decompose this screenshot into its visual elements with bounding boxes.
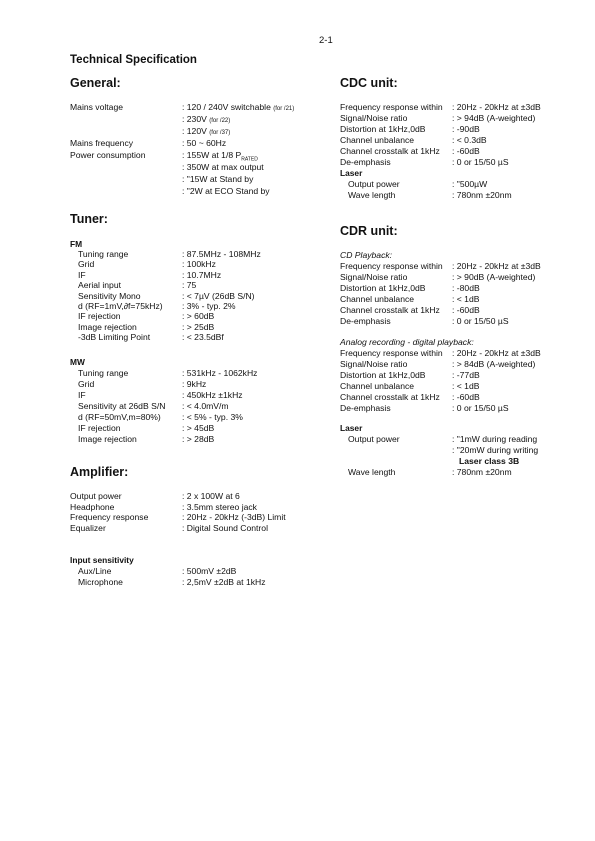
cdr-label-cell: De-emphasis — [340, 316, 391, 326]
cdc-label-cell: De-emphasis — [340, 157, 391, 167]
fm-value-cell: : > 25dB — [182, 321, 215, 332]
cdr-label-cell: Distortion at 1kHz,0dB — [340, 283, 426, 293]
fm-value-cell: : 10.7MHz — [182, 269, 222, 280]
cdc-laser-label-cell: Wave length — [348, 190, 396, 200]
mw-label-cell: Grid — [78, 379, 95, 389]
cdr-laser-value-cell: : 780nm ±20nm — [452, 467, 512, 477]
cdr-laser-label: Laser — [340, 423, 363, 433]
cdr-label-cell: Channel crosstalk at 1kHz — [340, 305, 440, 315]
general-value: : "15W at Stand by — [182, 174, 254, 184]
general-label: Mains voltage — [70, 102, 124, 112]
fm-value-cell: : 100kHz — [182, 259, 216, 270]
amp-value-cell: : 3.5mm stereo jack — [182, 501, 257, 512]
general-value: : 50 ~ 60Hz — [182, 138, 227, 148]
mw-label-cell: IF rejection — [78, 423, 121, 433]
document-title: Technical Specification — [70, 54, 197, 66]
input-sensitivity-label: Input sensitivity — [70, 555, 134, 565]
mw-label: MW — [70, 357, 85, 367]
cdc-label-cell: Frequency response within — [340, 102, 443, 112]
cdc-laser-label-cell: Output power — [348, 179, 400, 189]
cdc-value-cell: : 0 or 15/50 µS — [452, 157, 509, 167]
mw-value-cell: : 531kHz - 1062kHz — [182, 368, 258, 378]
mw-label-cell: IF — [78, 390, 86, 400]
cdc-value-cell: : 20Hz - 20kHz at ±3dB — [452, 102, 541, 112]
rec-label-cell: Signal/Noise ratio — [340, 359, 408, 369]
fm-label-cell: d (RF=1mV,∂f=75kHz) — [78, 301, 163, 311]
general-value: : 230V — [182, 114, 207, 124]
general-label: Power consumption — [70, 150, 146, 160]
analog-recording-label: Analog recording - digital playback: — [340, 337, 474, 347]
input-value-cell: : 500mV ±2dB — [182, 566, 237, 576]
fm-label-cell: IF rejection — [78, 311, 121, 322]
input-label-cell: Microphone — [78, 577, 123, 587]
general-value: : 120V — [182, 126, 207, 136]
cdc-value-cell: : -60dB — [452, 146, 480, 156]
cdc-laser-value-cell: : "500µW — [452, 179, 488, 189]
general-note: (for /37) — [209, 130, 231, 136]
cdr-value-cell: : 20Hz - 20kHz at ±3dB — [452, 261, 541, 271]
cdc-label-cell: Channel unbalance — [340, 135, 415, 145]
cdr-value-cell: : -60dB — [452, 305, 480, 315]
mw-value-cell: : 450kHz ±1kHz — [182, 390, 243, 400]
input-value-cell: : 2,5mV ±2dB at 1kHz — [182, 577, 266, 587]
cdr-value-cell: : -80dB — [452, 283, 480, 293]
amp-label-cell: Output power — [70, 491, 122, 501]
cdr-laser-value-cell: : "20mW during writing — [452, 445, 539, 455]
rec-label-cell: De-emphasis — [340, 403, 391, 413]
cdr-label-cell: Channel unbalance — [340, 294, 415, 304]
fm-value-cell: : < 7µV (26dB S/N) — [182, 290, 255, 301]
input-label-cell: Aux/Line — [78, 566, 112, 576]
cdc-value-cell: : > 94dB (A-weighted) — [452, 113, 536, 123]
amplifier-heading: Amplifier: — [70, 465, 129, 479]
cdr-laser-label-cell: Wave length — [348, 467, 396, 477]
rec-label-cell: Channel unbalance — [340, 381, 415, 391]
cdr-value-cell: : < 1dB — [452, 294, 480, 304]
rec-value-cell: : -60dB — [452, 392, 480, 402]
amp-value-cell: : Digital Sound Control — [182, 522, 268, 533]
amp-label-cell: Headphone — [70, 501, 115, 512]
amp-label-cell: Equalizer — [70, 522, 106, 533]
rec-value-cell: : < 1dB — [452, 381, 480, 391]
cdc-label-cell: Channel crosstalk at 1kHz — [340, 146, 440, 156]
mw-value-cell: : < 4.0mV/m — [182, 401, 229, 411]
fm-label-cell: -3dB Limiting Point — [78, 332, 151, 343]
rec-label-cell: Frequency response within — [340, 348, 443, 358]
amp-value-cell: : 20Hz - 20kHz (-3dB) Limit — [182, 512, 286, 522]
fm-label-cell: Sensitivity Mono — [78, 290, 141, 301]
cdc-value-cell: : < 0.3dB — [452, 135, 487, 145]
rec-value-cell: : 0 or 15/50 µS — [452, 403, 509, 413]
general-label: Mains frequency — [70, 138, 134, 148]
page-number: 2-1 — [319, 35, 333, 46]
amp-value-cell: : 2 x 100W at 6 — [182, 491, 240, 501]
cdr-laser-value-cell: : "1mW during reading — [452, 434, 538, 444]
fm-value-cell: : 87.5MHz - 108MHz — [182, 249, 261, 259]
mw-value-cell: : 9kHz — [182, 379, 207, 389]
rec-value-cell: : -77dB — [452, 370, 480, 380]
fm-value-cell: : < 23.5dBf — [182, 332, 224, 343]
cdr-label-cell: Signal/Noise ratio — [340, 272, 408, 282]
cdc-label-cell: Signal/Noise ratio — [340, 113, 408, 123]
fm-label-cell: Grid — [78, 259, 95, 270]
cdc-laser-value-cell: : 780nm ±20nm — [452, 190, 512, 200]
rec-value-cell: : 20Hz - 20kHz at ±3dB — [452, 348, 541, 358]
cd-playback-label: CD Playback: — [340, 250, 393, 260]
fm-value-cell: : 3% - typ. 2% — [182, 301, 236, 311]
general-value: : 155W at 1/8 P — [182, 150, 242, 160]
mw-value-cell: : < 5% - typ. 3% — [182, 412, 243, 422]
cdr-value-cell: : 0 or 15/50 µS — [452, 316, 509, 326]
rec-label-cell: Channel crosstalk at 1kHz — [340, 392, 440, 402]
general-note: (for /21) — [273, 106, 295, 112]
mw-label-cell: d (RF=50mV,m=80%) — [78, 412, 161, 422]
rated-subscript: RATED — [241, 156, 258, 163]
cdr-value-cell: : > 90dB (A-weighted) — [452, 272, 536, 282]
general-value: : 120 / 240V switchable — [182, 102, 271, 112]
cdc-label-cell: Distortion at 1kHz,0dB — [340, 124, 426, 134]
general-value: : 350W at max output — [182, 162, 264, 172]
mw-value-cell: : > 45dB — [182, 423, 215, 433]
fm-label-cell: Tuning range — [78, 249, 129, 259]
general-value: : "2W at ECO Stand by — [182, 186, 270, 196]
laser-class: Laser class 3B — [459, 456, 520, 466]
mw-label-cell: Sensitivity at 26dB S/N — [78, 401, 166, 411]
cdr-label-cell: Frequency response within — [340, 261, 443, 271]
mw-label-cell: Tuning range — [78, 368, 129, 378]
fm-value-cell: : > 60dB — [182, 311, 215, 322]
fm-value-cell: : 75 — [182, 280, 197, 291]
fm-label-cell: IF — [78, 269, 86, 280]
cdc-value-cell: : -90dB — [452, 124, 480, 134]
mw-label-cell: Image rejection — [78, 434, 137, 444]
amp-label-cell: Frequency response — [70, 512, 149, 522]
cdr-heading: CDR unit: — [340, 224, 398, 238]
rec-label-cell: Distortion at 1kHz,0dB — [340, 370, 426, 380]
general-note: (for /22) — [209, 118, 231, 124]
general-heading: General: — [70, 76, 121, 90]
fm-label-cell: Image rejection — [78, 321, 137, 332]
cdc-laser-label: Laser — [340, 168, 363, 178]
fm-label: FM — [70, 239, 83, 249]
tuner-heading: Tuner: — [70, 212, 108, 226]
fm-label-cell: Aerial input — [78, 280, 121, 291]
rec-value-cell: : > 84dB (A-weighted) — [452, 359, 536, 369]
mw-value-cell: : > 28dB — [182, 434, 215, 444]
cdc-heading: CDC unit: — [340, 76, 398, 90]
cdr-laser-label-cell: Output power — [348, 434, 400, 444]
